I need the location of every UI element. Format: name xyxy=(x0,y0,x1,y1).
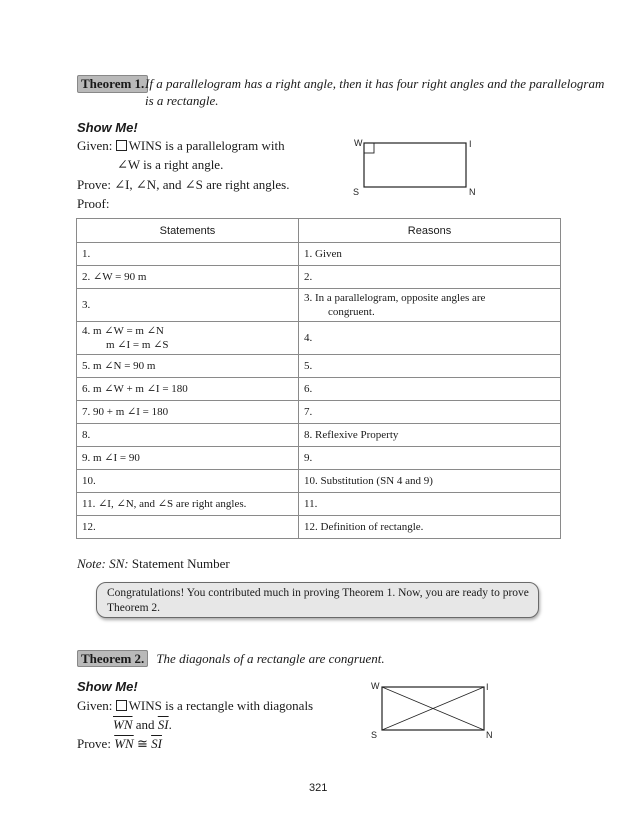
statement-cell xyxy=(77,322,299,355)
table-row xyxy=(77,401,561,424)
note-text: Statement Number xyxy=(131,556,230,571)
table-row xyxy=(77,493,561,516)
figure-2-label-n: N xyxy=(486,730,493,740)
reason-cell: 5. xyxy=(299,355,561,378)
table-row xyxy=(77,355,561,378)
parallelogram-symbol-icon xyxy=(116,140,127,151)
congrats-line-1: Congratulations! You contributed much in proving Theorem 1. Now, you are ready to prove xyxy=(107,587,529,599)
theorem-2-label: Theorem 2. xyxy=(77,650,148,667)
note-prefix: Note: SN: xyxy=(77,556,129,571)
show-me-heading-2: Show Me! xyxy=(77,679,138,694)
figure-1-label-w: W xyxy=(354,138,363,148)
theorem-1-text-line1: If a parallelogram has a right angle, then it has four right angles and the parallelogram xyxy=(145,76,605,91)
period: . xyxy=(168,717,172,732)
prove-segment-wn: $\overline{WN}$ xyxy=(114,736,134,751)
reason-cell xyxy=(299,289,561,322)
theorem-2-text: The diagonals of a rectangle are congruent. xyxy=(156,651,385,666)
statement-cell: 11. ∠I, ∠N, and ∠S are right angles. xyxy=(77,493,299,516)
congrats-line-2: Theorem 2. xyxy=(107,602,161,614)
statement-cell: 8. xyxy=(77,424,299,447)
reason-cell: 4. xyxy=(299,322,561,355)
table-row xyxy=(77,424,561,447)
page-number: 321 xyxy=(309,782,328,794)
statement-cell: 10. xyxy=(77,470,299,493)
prove-segment-si: $\overline{SI}$ xyxy=(151,736,162,751)
table-row xyxy=(77,289,561,322)
theorem-1-label: Theorem 1. xyxy=(77,75,148,93)
given-line-3 xyxy=(77,697,313,714)
figure-1-label-s: S xyxy=(353,187,360,197)
and-word: and xyxy=(135,717,155,732)
reason-line-2: congruent. xyxy=(328,306,375,318)
table-header-row xyxy=(77,219,561,243)
reason-line: 3. In a parallelogram, opposite angles are xyxy=(304,292,486,304)
statement-line: 4. m ∠W = m ∠N xyxy=(82,325,164,337)
figure-2-label-i: I xyxy=(486,682,489,692)
show-me-heading-1: Show Me! xyxy=(77,120,138,135)
rectangle-figure-1 xyxy=(345,135,480,197)
prove-line: Prove: ∠I, ∠N, and ∠S are right angles. xyxy=(77,177,290,192)
proof-table xyxy=(76,218,561,539)
header-statements: Statements xyxy=(77,219,299,243)
table-row xyxy=(77,516,561,539)
figure-1-label-n: N xyxy=(469,187,476,197)
note xyxy=(77,556,230,572)
given-text-2: WINS is a rectangle with diagonals xyxy=(128,698,314,713)
prove-line-2 xyxy=(77,735,162,752)
statement-cell: 5. m ∠N = 90 m xyxy=(77,355,299,378)
statement-cell: 1. xyxy=(77,243,299,266)
table-row xyxy=(77,470,561,493)
given-line-4 xyxy=(113,716,172,733)
statement-cell: 9. m ∠I = 90 xyxy=(77,447,299,470)
parallelogram-symbol-icon xyxy=(116,700,127,711)
congruent-symbol: ≅ xyxy=(136,736,148,751)
reason-cell: 7. xyxy=(299,401,561,424)
given-line-2: ∠W is a right angle. xyxy=(117,157,224,172)
header-reasons: Reasons xyxy=(299,219,561,243)
figure-2-label-s: S xyxy=(371,730,378,740)
congratulations-box xyxy=(96,582,539,618)
reason-cell: 6. xyxy=(299,378,561,401)
theorem-1-text-line2: is a rectangle. xyxy=(145,93,219,108)
reason-cell: 10. Substitution (SN 4 and 9) xyxy=(299,470,561,493)
reason-cell: 8. Reflexive Property xyxy=(299,424,561,447)
figure-1-label-i: I xyxy=(469,139,472,149)
reason-cell: 1. Given xyxy=(299,243,561,266)
statement-cell: 3. xyxy=(77,289,299,322)
figure-2-label-w: W xyxy=(371,681,380,691)
proof-label: Proof: xyxy=(77,196,110,211)
given-line-1 xyxy=(77,137,285,154)
statement-cell: 6. m ∠W + m ∠I = 180 xyxy=(77,378,299,401)
reason-cell: 11. xyxy=(299,493,561,516)
prove-label-2: Prove: xyxy=(77,736,111,751)
given-text: WINS is a parallelogram with xyxy=(128,138,285,153)
reason-cell: 12. Definition of rectangle. xyxy=(299,516,561,539)
given-label: Given: xyxy=(77,138,113,153)
theorem-2 xyxy=(77,650,385,668)
table-row xyxy=(77,447,561,470)
segment-si: $\overline{SI}$ xyxy=(157,717,169,732)
statement-line-2: m ∠I = m ∠S xyxy=(106,339,169,351)
statement-cell: 2. ∠W = 90 m xyxy=(77,266,299,289)
table-row xyxy=(77,266,561,289)
given-label-2: Given: xyxy=(77,698,113,713)
segment-wn: $\overline{WN}$ xyxy=(113,717,133,732)
table-row xyxy=(77,378,561,401)
right-angle-marker-icon xyxy=(364,143,374,153)
rectangle-figure-2 xyxy=(365,678,495,740)
statement-cell: 12. xyxy=(77,516,299,539)
table-row xyxy=(77,243,561,266)
reason-cell: 2. xyxy=(299,266,561,289)
table-row xyxy=(77,322,561,355)
statement-cell: 7. 90 + m ∠I = 180 xyxy=(77,401,299,424)
reason-cell: 9. xyxy=(299,447,561,470)
